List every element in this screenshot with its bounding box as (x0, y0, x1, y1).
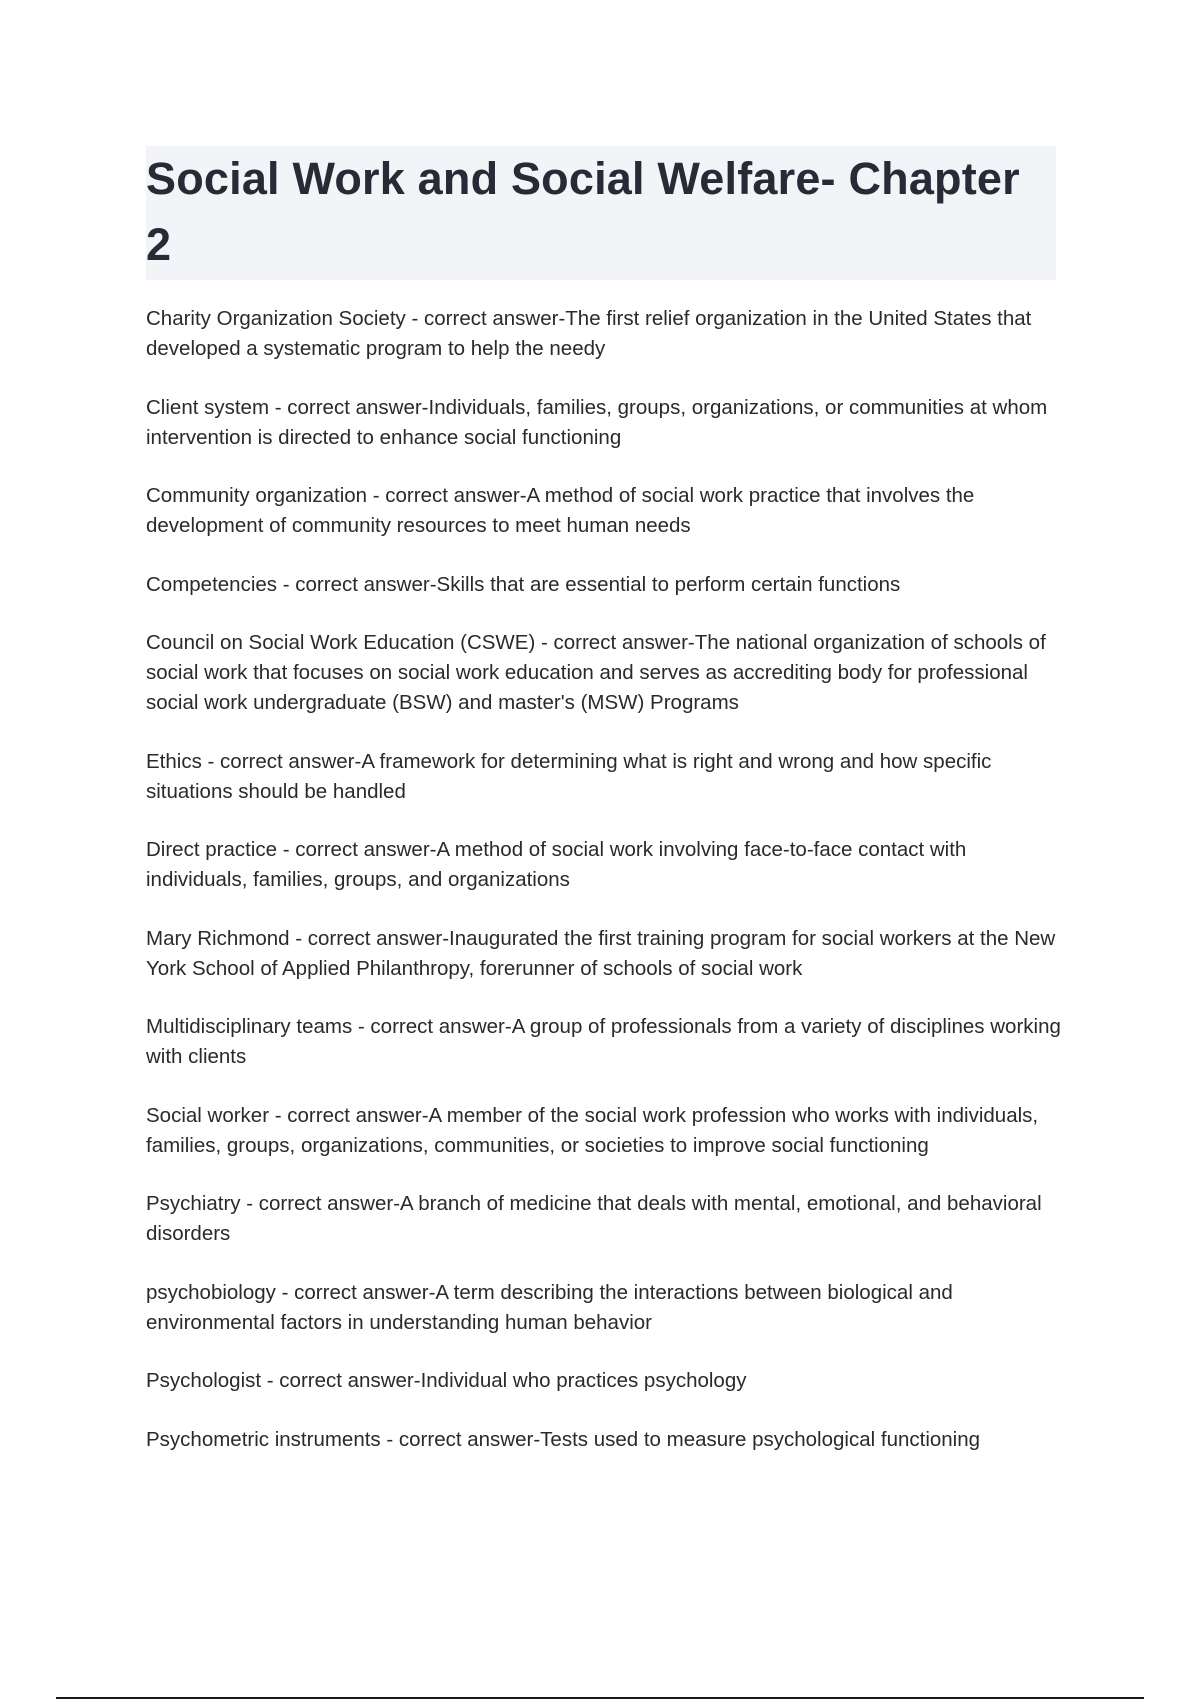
entry-term: Psychiatry (146, 1192, 241, 1215)
entry-separator: - correct answer- (275, 1280, 436, 1304)
entry-separator: - correct answer- (240, 1192, 401, 1215)
entry-definition: A framework for determining what is right and wrong and how specific situations should be handled (146, 749, 992, 803)
entry-separator: - correct answer- (201, 749, 362, 773)
glossary-entry (146, 1012, 1066, 1072)
entry-definition: Inaugurated the first training program for social workers at the New York School of Applied Philanthropy, forerunner of schools of social work (146, 926, 1056, 980)
entry-term: Psychometric instruments (146, 1427, 381, 1451)
entry-term: Psychologist (146, 1369, 262, 1392)
entry-definition: Skills that are essential to perform certain functions (436, 572, 901, 596)
entry-definition: The national organization of schools of social work that focuses on social work education and serves as accrediting body for professional social work undergraduate (BSW) and master's (MSW) Programs (146, 631, 1046, 714)
entry-term: Social worker (146, 1103, 270, 1127)
entry-term: Charity Organization Society (146, 307, 406, 330)
entry-separator: - correct answer- (261, 1369, 421, 1392)
glossary-entry (146, 747, 1066, 807)
entry-definition: Individuals, families, groups, organizations, or communities at whom intervention is directed to enhance social functioning (146, 395, 1048, 449)
entry-definition: A term describing the interactions between biological and environmental factors in understanding human behavior (146, 1280, 953, 1334)
page-title: Social Work and Social Welfare- Chapter 2 (146, 153, 1020, 270)
entry-term: psychobiology (146, 1280, 276, 1304)
glossary-entry (146, 481, 1066, 541)
entry-term: Council on Social Work Education (CSWE) (146, 631, 536, 654)
glossary-entry (146, 393, 1066, 453)
entry-term: Competencies (146, 572, 278, 596)
glossary-entry (146, 1366, 1066, 1396)
glossary-list (146, 304, 1066, 1483)
glossary-entry (146, 924, 1066, 984)
glossary-entry (146, 570, 1066, 600)
entry-definition: A branch of medicine that deals with mental, emotional, and behavioral disorders (146, 1192, 1042, 1245)
entry-term: Ethics (146, 749, 202, 773)
footer-divider (56, 1697, 1144, 1699)
glossary-entry (146, 1101, 1066, 1161)
glossary-entry (146, 1278, 1066, 1338)
entry-definition: Tests used to measure psychological functioning (540, 1427, 981, 1451)
entry-definition: Individual who practices psychology (420, 1369, 747, 1392)
entry-separator: - correct answer- (405, 307, 566, 330)
entry-separator: - correct answer- (269, 395, 429, 419)
entry-definition: A group of professionals from a variety of disciplines working with clients (146, 1015, 1061, 1068)
glossary-entry (146, 628, 1066, 718)
title-block (146, 146, 1056, 280)
entry-term: Mary Richmond (146, 926, 290, 950)
entry-separator: - correct answer- (269, 1103, 429, 1127)
entry-separator: - correct answer- (289, 926, 450, 950)
entry-definition: A method of social work involving face-to-face contact with individuals, families, groups, and organizations (146, 838, 967, 891)
entry-separator: - correct answer- (367, 484, 527, 507)
glossary-entry (146, 835, 1066, 895)
entry-definition: A member of the social work profession who works with individuals, families, groups, organizations, communities, or societies to improve social functioning (146, 1103, 1039, 1157)
entry-term: Client system (146, 395, 270, 419)
entry-separator: - correct answer- (277, 838, 437, 861)
glossary-entry (146, 1189, 1066, 1249)
glossary-entry (146, 1425, 1066, 1455)
glossary-entry (146, 304, 1066, 364)
entry-separator: - correct answer- (352, 1015, 512, 1038)
entry-definition: The first relief organization in the United States that developed a systematic program to help the needy (146, 307, 1032, 360)
entry-separator: - correct answer- (380, 1427, 541, 1451)
entry-separator: - correct answer- (535, 631, 695, 654)
entry-term: Direct practice (146, 838, 278, 861)
entry-term: Community organization (146, 484, 368, 507)
entry-definition: A method of social work practice that involves the development of community resources to meet human needs (146, 484, 975, 537)
entry-separator: - correct answer- (277, 572, 437, 596)
entry-term: Multidisciplinary teams (146, 1015, 353, 1038)
